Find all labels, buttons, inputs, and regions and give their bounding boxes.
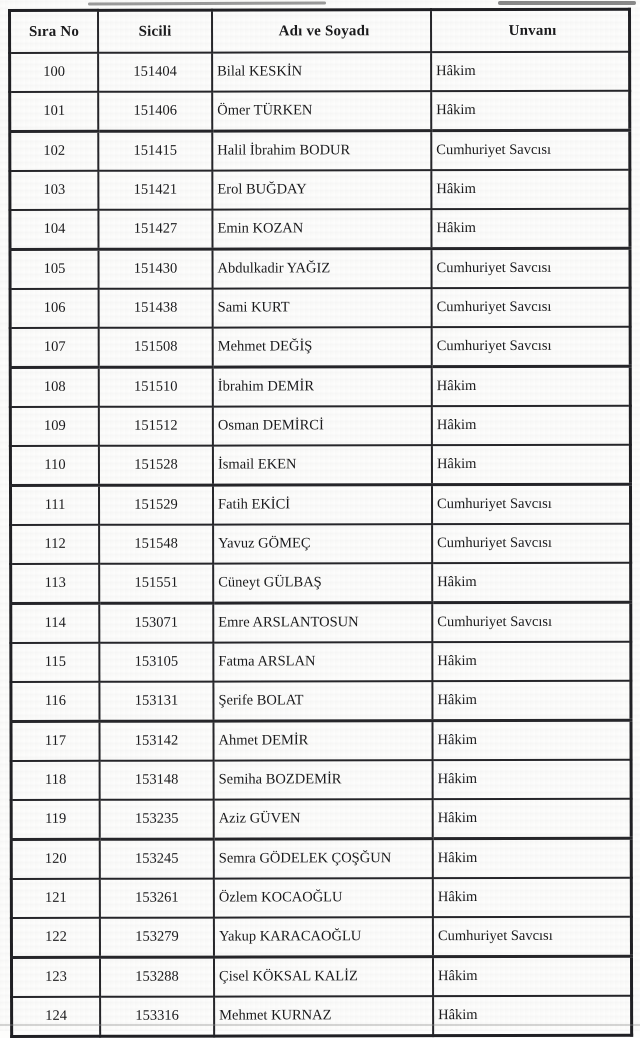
cell-sicili: 153131: [99, 682, 213, 722]
table-row: [11, 917, 631, 958]
cell-sicili: 151548: [99, 525, 213, 564]
table-row: [10, 209, 630, 250]
cell-sicili: 151406: [98, 92, 212, 132]
table-row: [11, 956, 631, 997]
cell-sicili: 151438: [99, 289, 213, 328]
cell-sicili: 151421: [98, 171, 212, 210]
cell-sira-no: 124: [12, 997, 101, 1037]
cell-sira-no: 102: [10, 131, 99, 171]
cell-sira-no: 108: [10, 367, 99, 407]
cell-adi-soyadi: Yavuz GÖMEÇ: [213, 524, 432, 563]
cell-adi-soyadi: Ömer TÜRKEN: [212, 91, 431, 131]
cell-sira-no: 107: [10, 328, 99, 368]
cell-unvani: Hâkim: [433, 799, 632, 839]
table-row: [11, 799, 631, 840]
cell-sira-no: 118: [11, 761, 100, 800]
cell-adi-soyadi: Bilal KESKİN: [212, 52, 431, 91]
cell-sira-no: 116: [11, 682, 100, 722]
cell-adi-soyadi: İbrahim DEMİR: [213, 367, 432, 407]
table-row: [10, 170, 630, 210]
cell-unvani: Hâkim: [431, 209, 630, 249]
cell-sicili: 153245: [100, 839, 214, 879]
cell-adi-soyadi: Mehmet DEĞİŞ: [213, 327, 432, 367]
cell-unvani: Hâkim: [433, 996, 632, 1036]
cell-unvani: Hâkim: [432, 681, 631, 721]
cell-sicili: 153105: [99, 643, 213, 682]
cell-unvani: Cumhuriyet Savcısı: [432, 327, 631, 367]
cell-adi-soyadi: Çisel KÖKSAL KALİZ: [214, 957, 433, 997]
cell-adi-soyadi: İsmail EKEN: [213, 445, 432, 485]
cell-sira-no: 114: [11, 603, 100, 643]
column-header-adi-ve-soyadi: Adı ve Soyadı: [212, 10, 431, 53]
cell-adi-soyadi: Erol BUĞDAY: [212, 170, 431, 209]
cell-sicili: 153316: [100, 997, 214, 1037]
cell-sira-no: 111: [10, 485, 99, 525]
cell-sicili: 151529: [99, 485, 213, 525]
cell-unvani: Hâkim: [433, 838, 632, 878]
cell-unvani: Hâkim: [432, 563, 631, 603]
cell-adi-soyadi: Emin KOZAN: [212, 209, 431, 249]
cell-unvani: Hâkim: [432, 642, 631, 681]
cell-adi-soyadi: Emre ARSLANTOSUN: [213, 603, 432, 643]
cell-unvani: Hâkim: [432, 366, 631, 406]
table-row: [10, 248, 630, 289]
cell-sicili: 151430: [99, 249, 213, 289]
table-row: [10, 288, 630, 328]
table-header-row: [10, 9, 630, 53]
table-row: [10, 130, 630, 171]
column-header-unvani: Unvanı: [431, 9, 630, 52]
cell-unvani: Hâkim: [433, 956, 632, 996]
table-row: [10, 406, 630, 446]
cell-sicili: 151415: [98, 131, 212, 171]
cell-sira-no: 112: [11, 525, 100, 564]
table-row: [11, 563, 631, 604]
cell-sicili: 153288: [100, 957, 214, 997]
cell-sira-no: 110: [10, 446, 99, 486]
cell-unvani: Cumhuriyet Savcısı: [432, 602, 631, 642]
cell-unvani: Cumhuriyet Savcısı: [432, 248, 631, 288]
cell-adi-soyadi: Semiha BOZDEMİR: [214, 760, 433, 799]
table-row: [11, 602, 631, 643]
cell-unvani: Hâkim: [431, 170, 630, 209]
table-row: [11, 838, 631, 879]
cell-unvani: Hâkim: [432, 406, 631, 445]
cell-sicili: 153148: [100, 761, 214, 800]
table-row: [10, 366, 630, 407]
table-row: [11, 760, 631, 800]
cell-adi-soyadi: Yakup KARACAOĞLU: [214, 917, 433, 957]
cell-sira-no: 103: [10, 171, 99, 210]
cell-adi-soyadi: Fatma ARSLAN: [213, 642, 432, 681]
cell-sira-no: 122: [11, 918, 100, 958]
cell-sicili: 151510: [99, 367, 213, 407]
column-header-sira-no: Sıra No: [10, 10, 99, 53]
cell-sira-no: 101: [10, 92, 99, 132]
cell-unvani: Cumhuriyet Savcısı: [432, 524, 631, 563]
cell-adi-soyadi: Sami KURT: [213, 288, 432, 327]
table-row: [10, 327, 630, 368]
cell-unvani: Hâkim: [432, 445, 631, 485]
column-header-sicili: Sicili: [98, 10, 212, 53]
cell-sicili: 153142: [99, 721, 213, 761]
cell-sira-no: 109: [10, 407, 99, 446]
cell-sira-no: 121: [11, 879, 100, 918]
cell-unvani: Cumhuriyet Savcısı: [431, 130, 630, 170]
cell-sira-no: 123: [11, 957, 100, 997]
cell-adi-soyadi: Halil İbrahim BODUR: [212, 131, 431, 171]
cell-unvani: Cumhuriyet Savcısı: [433, 917, 632, 957]
cell-sira-no: 115: [11, 643, 100, 682]
table-row: [10, 52, 630, 92]
cell-sira-no: 104: [10, 210, 99, 250]
personnel-table: [8, 8, 633, 1038]
cell-adi-soyadi: Semra GÖDELEK ÇOŞĞUN: [214, 839, 433, 879]
cell-sicili: 153261: [100, 879, 214, 918]
cell-sira-no: 119: [11, 800, 100, 840]
table-row: [12, 996, 632, 1037]
cell-adi-soyadi: Mehmet KURNAZ: [214, 996, 433, 1036]
cell-sira-no: 117: [11, 721, 100, 761]
cell-sicili: 153279: [100, 918, 214, 958]
cell-adi-soyadi: Cüneyt GÜLBAŞ: [213, 563, 432, 603]
cell-sicili: 151427: [98, 210, 212, 250]
cell-sicili: 151404: [98, 53, 212, 92]
cell-adi-soyadi: Fatih EKİCİ: [213, 485, 432, 525]
cell-adi-soyadi: Abdulkadir YAĞIZ: [213, 249, 432, 289]
table-row: [11, 720, 631, 761]
cell-unvani: Hâkim: [433, 878, 632, 917]
table-row: [11, 524, 631, 564]
table-row: [11, 878, 631, 918]
table-row: [11, 681, 631, 722]
cell-adi-soyadi: Ahmet DEMİR: [213, 721, 432, 761]
cell-adi-soyadi: Osman DEMİRCİ: [213, 406, 432, 445]
cell-sicili: 151508: [99, 328, 213, 368]
cell-unvani: Hâkim: [431, 52, 630, 91]
cell-sicili: 153071: [99, 603, 213, 643]
cell-sira-no: 106: [10, 289, 99, 328]
table-header: [10, 9, 630, 53]
cell-unvani: Hâkim: [432, 720, 631, 760]
cell-sira-no: 100: [10, 53, 99, 92]
cell-sira-no: 105: [10, 249, 99, 289]
cell-unvani: Hâkim: [431, 91, 630, 131]
cell-sira-no: 113: [11, 564, 100, 604]
cell-sira-no: 120: [11, 839, 100, 879]
scan-artifact-top-right: [498, 1, 636, 5]
table-row: [10, 91, 630, 132]
cell-adi-soyadi: Şerife BOLAT: [213, 681, 432, 721]
cell-adi-soyadi: Özlem KOCAOĞLU: [214, 878, 433, 917]
cell-unvani: Cumhuriyet Savcısı: [432, 484, 631, 524]
cell-sicili: 151512: [99, 407, 213, 446]
cell-sicili: 153235: [100, 800, 214, 840]
scan-artifact-top-left: [88, 1, 326, 5]
cell-sicili: 151528: [99, 446, 213, 486]
table-row: [10, 445, 630, 486]
cell-sicili: 151551: [99, 564, 213, 604]
table-body: [10, 52, 632, 1037]
cell-unvani: Cumhuriyet Savcısı: [432, 288, 631, 327]
table-row: [11, 642, 631, 682]
cell-unvani: Hâkim: [433, 760, 632, 799]
cell-adi-soyadi: Aziz GÜVEN: [214, 799, 433, 839]
table-row: [10, 484, 630, 525]
